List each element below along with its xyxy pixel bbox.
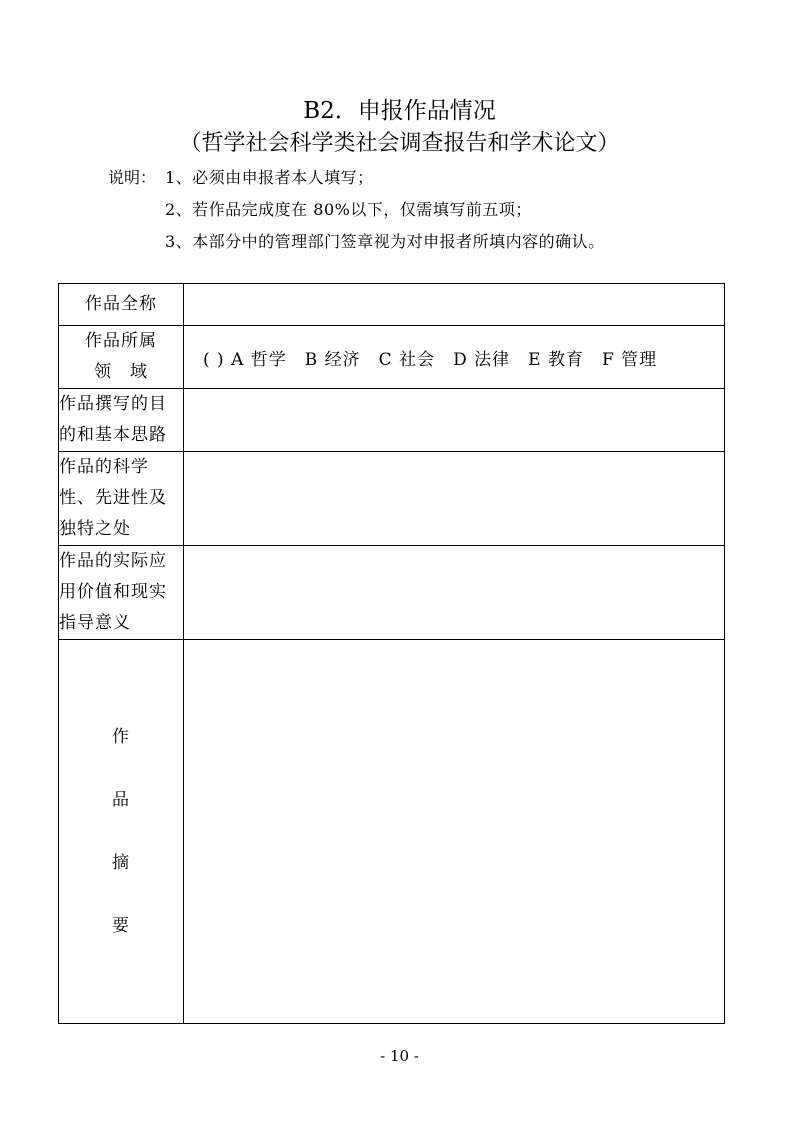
abstract-label-char: 品 [112, 789, 130, 810]
label-abstract [59, 640, 184, 1024]
row-full-title [59, 284, 725, 326]
field-option-management[interactable]: F 管理 [601, 349, 658, 370]
label-line: 领 域 [94, 362, 148, 382]
row-field [59, 326, 725, 389]
abstract-label-char: 作 [112, 726, 130, 747]
note-item-1: 1、必须由申报者本人填写； [165, 168, 374, 187]
label-line: 作品的科学 [59, 457, 149, 477]
note-item-3: 3、本部分中的管理部门签章视为对申报者所填内容的确认。 [165, 232, 605, 251]
field-options [184, 326, 725, 389]
field-option-law[interactable]: D 法律 [453, 349, 511, 370]
label-purpose [59, 389, 184, 452]
page-subtitle: （哲学社会科学类社会调查报告和学术论文） [179, 131, 620, 156]
abstract-label-char: 要 [112, 915, 130, 936]
input-full-title[interactable] [184, 284, 725, 326]
submission-form-table [58, 283, 725, 1024]
label-line: 独特之处 [59, 519, 131, 539]
label-line: 作品撰写的目 [59, 394, 167, 414]
label-application [59, 546, 184, 640]
label-line: 用价值和现实 [59, 582, 167, 602]
field-option-education[interactable]: E 教育 [528, 349, 584, 370]
input-purpose[interactable] [184, 389, 725, 452]
row-scientific [59, 452, 725, 546]
label-line: 作品全称 [85, 294, 157, 314]
label-line: 作品所属 [85, 331, 157, 351]
field-option-philosophy[interactable]: ( ) A 哲学 [203, 349, 287, 370]
input-application[interactable] [184, 546, 725, 640]
row-purpose [59, 389, 725, 452]
row-application [59, 546, 725, 640]
page-title: B2．申报作品情况 [303, 98, 496, 124]
label-line: 作品的实际应 [59, 551, 167, 571]
row-abstract [59, 640, 725, 1024]
input-abstract[interactable] [184, 640, 725, 1024]
page-number: - 10 - [380, 1047, 419, 1065]
field-option-economics[interactable]: B 经济 [304, 349, 361, 370]
label-full-title [59, 284, 184, 326]
label-field [59, 326, 184, 389]
notes-label: 说明： [108, 168, 157, 187]
label-line: 指导意义 [59, 613, 131, 633]
label-scientific [59, 452, 184, 546]
note-item-2: 2、若作品完成度在 80%以下，仅需填写前五项； [165, 200, 532, 219]
abstract-label-char: 摘 [112, 852, 130, 873]
label-line: 性、先进性及 [59, 488, 167, 508]
field-option-society[interactable]: C 社会 [378, 349, 436, 370]
input-scientific[interactable] [184, 452, 725, 546]
label-line: 的和基本思路 [59, 425, 167, 445]
